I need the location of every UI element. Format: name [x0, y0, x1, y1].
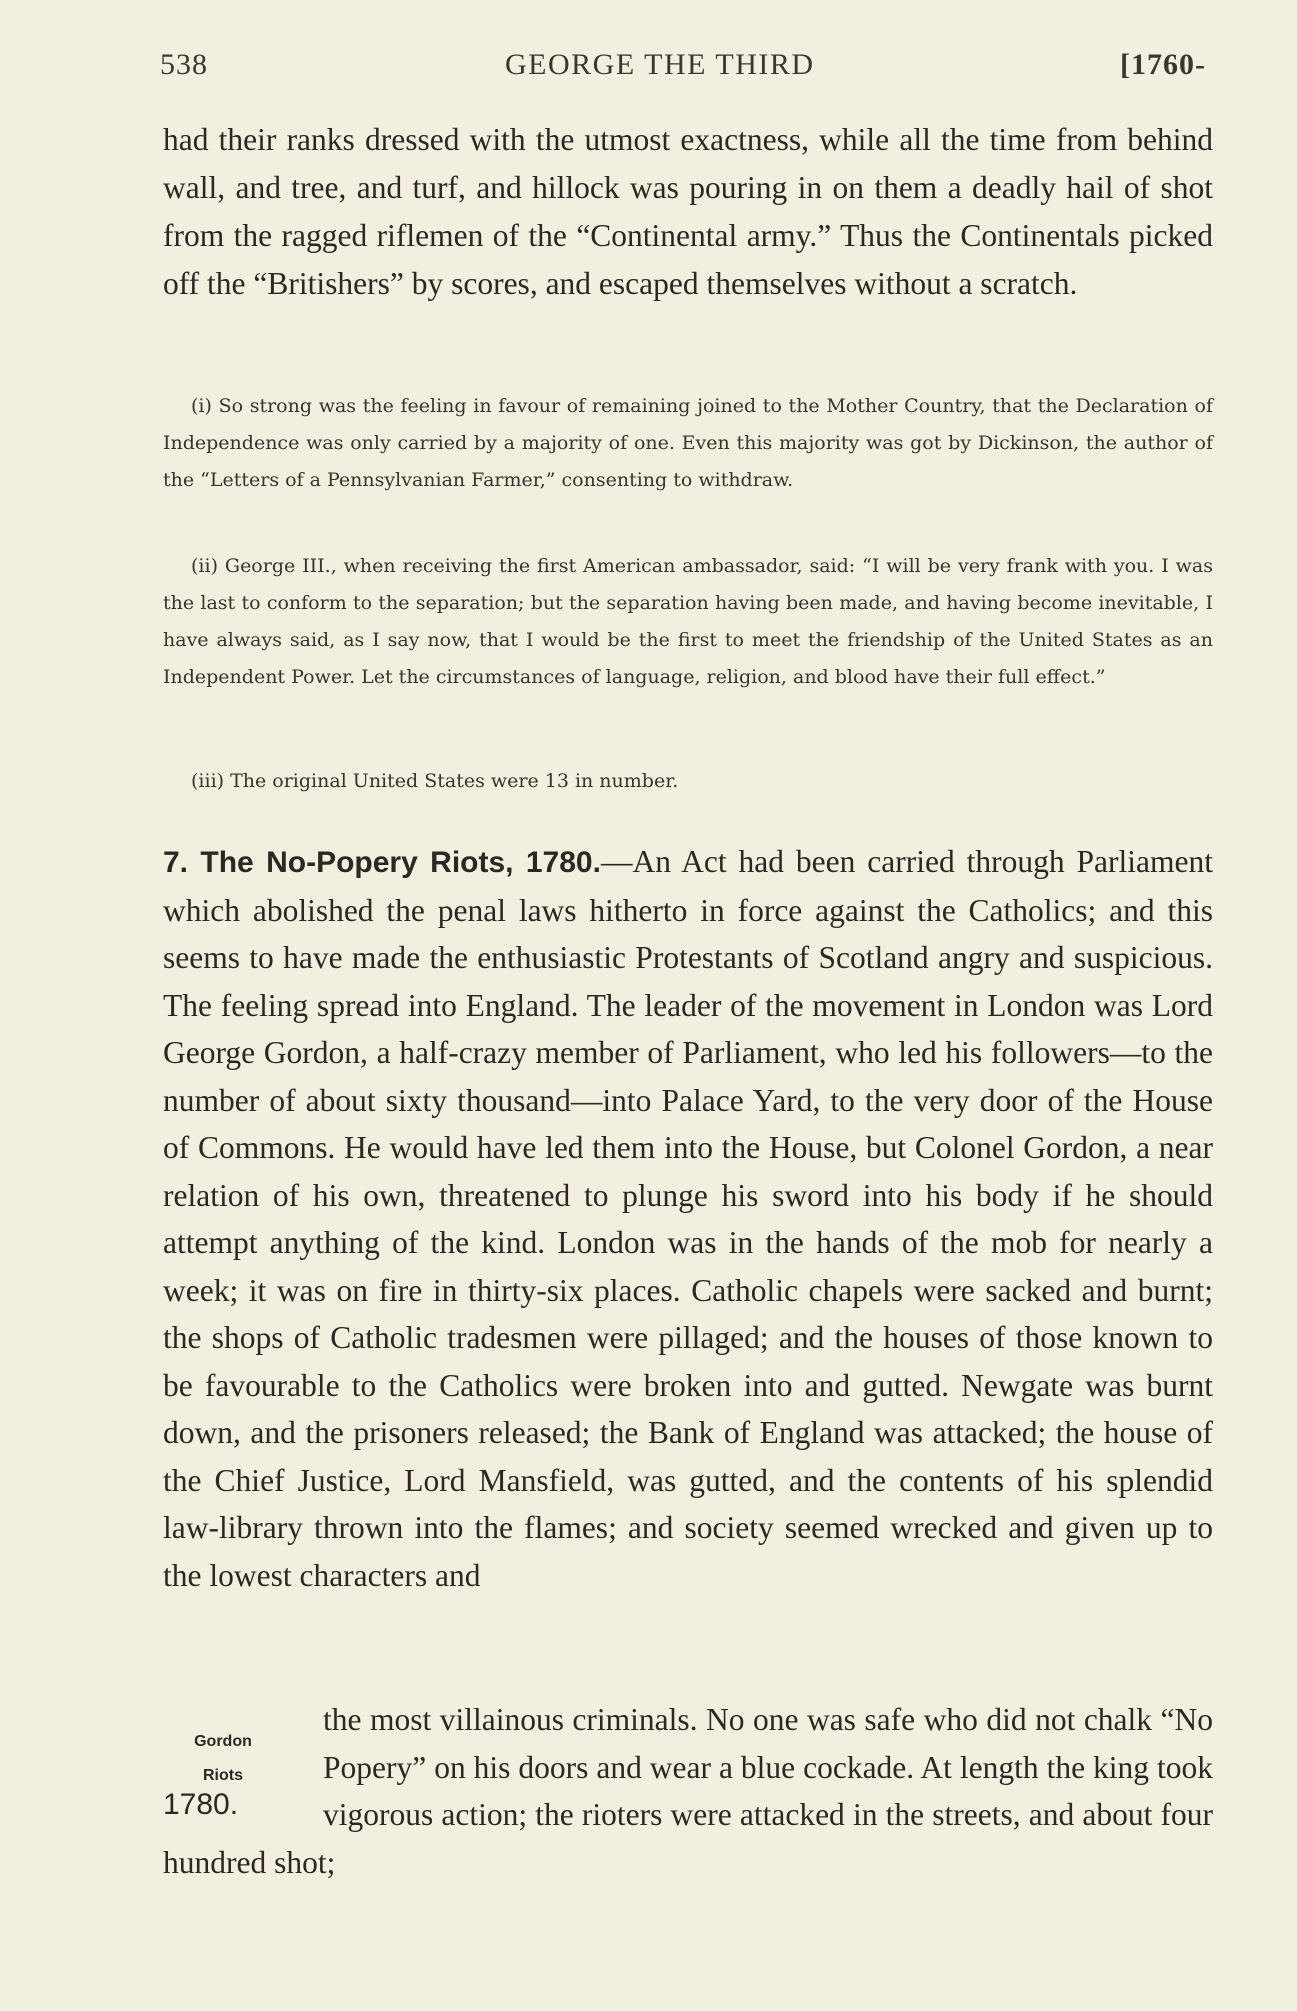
section-body: —An Act had been carried through Parliament which abolished the penal laws hitherto in force against the Catholics; and this seems to have made the enthusiastic Protestants of Scotland angry and suspicious. The feeling spread into England. The leader of the movement in London was Lord George Gordon, a half-crazy member of Parliament, who led his followers—to the number of about sixty thousand—into Palace Yard, to the very door of the House of Commons. He would have led them into the House, but Colonel Gordon, a near relation of his own, threatened to plunge his sword into his body if he should attempt anything of the kind. London was in the hands of the mob for nearly a week; it was on fire in thirty-six places. Catholic chapels were sacked and burnt; the shops of Catholic tradesmen were pillaged; and the houses of those known to be favourable to the Catholics were broken into and gutted. Newgate was burnt down, and the prisoners released; the Bank of England was attacked; the house of the Chief Justice, Lord Mansfield, was gutted, and the contents of his splendid law-library thrown into the flames; and society seemed wrecked and given up to the lowest characters and	[163, 844, 1213, 1593]
running-title: GEORGE THE THIRD	[505, 48, 815, 81]
section-no-popery-riots	[163, 838, 1213, 1599]
section-continued	[163, 1696, 1213, 1886]
footnote-ii: (ii) George III., when receiving the first American ambassador, said: “I will be very frank with you. I was the last to conform to the separation; but the separation having been made, and having become inevitable, I have always said, as I say now, that I would be the first to meet the friendship of the United States as an Independent Power. Let the circumstances of language, religion, and blood have their full effect.”	[163, 555, 1213, 688]
margin-note-line2: Riots	[203, 1767, 243, 1784]
footnote-iii: (iii) The original United States were 13 in number.	[191, 770, 679, 792]
section-heading: 7. The No-Popery Riots, 1780.	[163, 846, 601, 879]
margin-note-line1: Gordon	[194, 1733, 252, 1750]
margin-note	[163, 1696, 313, 1838]
year-range: [1760-	[1120, 48, 1206, 81]
section-body-continued: the most villainous criminals. No one was safe who did not chalk “No Popery” on his doors and wear a blue cockade. At length the king took vigorous action; the rioters were attacked in the streets, and about four hundred shot;	[163, 1702, 1213, 1880]
margin-note-line3: 1780.	[163, 1788, 239, 1821]
page-number: 538	[160, 48, 208, 81]
footnote-i: (i) So strong was the feeling in favour of remaining joined to the Mother Country, that the Declaration of Independence was only carried by a majority of one. Even this majority was got by Dickinson, the author of the “Letters of a Pennsylvanian Farmer,” consenting to withdraw.	[163, 395, 1213, 491]
continued-paragraph: had their ranks dressed with the utmost exactness, while all the time from behind wall, and tree, and turf, and hillock was pouring in on them a deadly hail of shot from the ragged riflemen of the “Continental army.” Thus the Continentals picked off the “Britishers” by scores, and escaped themselves without a scratch.	[163, 122, 1213, 301]
